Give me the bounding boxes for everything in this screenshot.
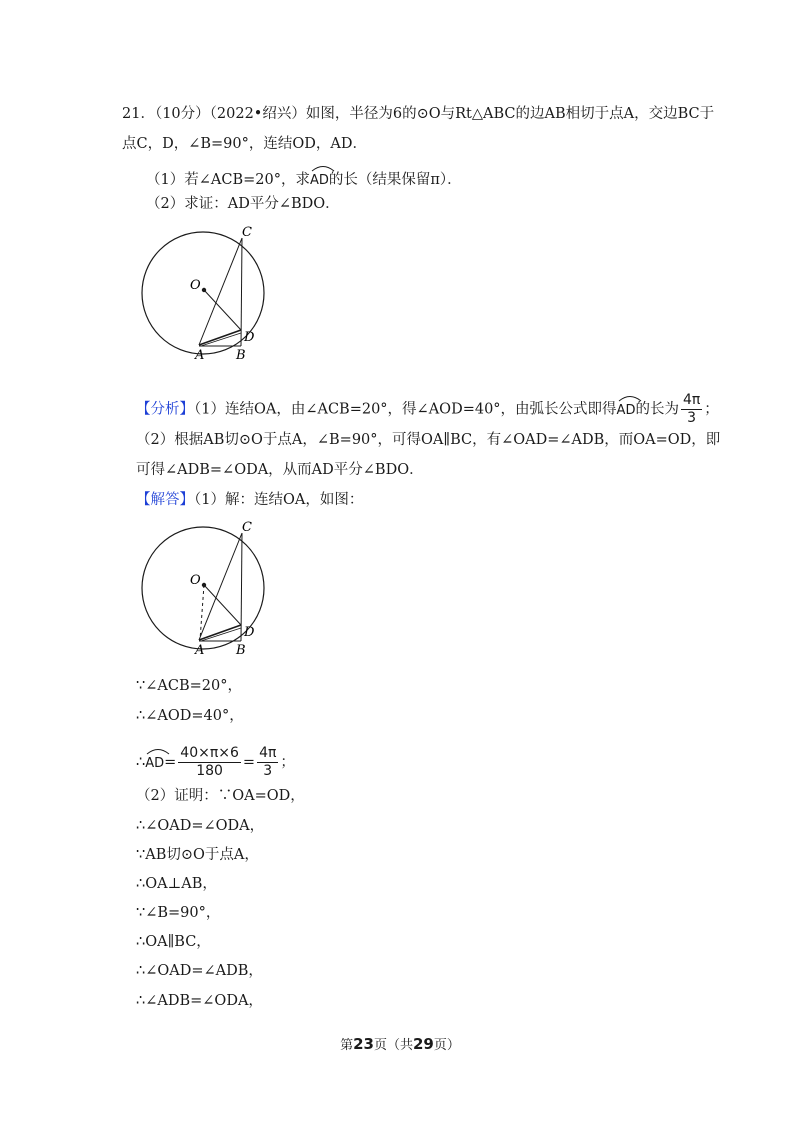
step-3-end: ；	[280, 754, 295, 771]
arc-mark-icon	[617, 392, 643, 402]
proof-line-5: ∵∠B=90°，	[136, 905, 221, 921]
arc-mark-icon	[145, 745, 171, 755]
equals-sign-2: =	[242, 754, 256, 771]
footer-mid: 页（共	[373, 1038, 413, 1053]
proof-line-8: ∴∠ADB=∠ODA，	[136, 993, 263, 1009]
question-part-2: （2）求证：AD平分∠BDO．	[146, 196, 340, 212]
label-a-2: A	[195, 643, 205, 658]
answer-tag: 【解答】	[136, 492, 194, 508]
question-line-1: 21．（10分）（2022•绍兴）如图，半径为6的⊙O与Rt△ABC的边AB相切于点A，交边BC于	[122, 106, 715, 122]
center-point-2	[202, 583, 206, 587]
label-c: C	[242, 225, 252, 240]
figure-2	[132, 520, 282, 660]
page-total: 29	[413, 1035, 434, 1053]
analysis-fraction: $\frac{4\pi}{3}$	[682, 392, 701, 426]
question-line-2: 点C，D，∠B=90°，连结OD，AD．	[122, 136, 367, 152]
analysis-line-1	[136, 392, 719, 427]
proof-line-3: ∵AB切⊙O于点A，	[136, 847, 259, 863]
analysis-text-end: ；	[704, 401, 719, 418]
page-number: 23	[353, 1035, 374, 1053]
label-b: B	[236, 348, 246, 363]
proof-line-1: （2）证明：∵OA=OD，	[136, 788, 305, 804]
arc-mark-icon	[310, 162, 336, 172]
analysis-text-1: （1）连结OA，由∠ACB=20°，得∠AOD=40°，由弧长公式即得	[194, 401, 617, 418]
part1-text: （1）若∠ACB=20°，求	[146, 172, 310, 188]
segment-ad-3	[199, 625, 241, 640]
proof-line-4: ∴OA⊥AB，	[136, 876, 217, 892]
label-b-2: B	[236, 643, 246, 658]
center-point	[202, 288, 206, 292]
question-part-1	[146, 164, 462, 191]
footer-post: 页）	[433, 1038, 460, 1053]
answer-step-1: ∵∠ACB=20°，	[136, 678, 242, 694]
proof-line-7: ∴∠OAD=∠ADB，	[136, 963, 263, 979]
analysis-arc-ad: AD	[617, 394, 636, 421]
label-c-2: C	[242, 520, 252, 535]
analysis-tag: 【分析】	[136, 401, 194, 418]
analysis-text-mid: 的长为	[635, 401, 679, 418]
segment-od	[204, 290, 241, 330]
page-footer	[0, 1034, 800, 1053]
equals-sign: =	[164, 754, 177, 771]
answer-intro-text: （1）解：连结OA，如图：	[194, 492, 364, 508]
segment-ad-4	[201, 628, 241, 641]
answer-intro	[136, 490, 363, 510]
label-a: A	[195, 348, 205, 363]
label-d-2: D	[244, 625, 255, 640]
arc-length-fraction: $\frac{40\times\pi\times 6}{180}$	[180, 745, 239, 779]
segment-ad	[199, 330, 241, 345]
segment-od-2	[204, 585, 241, 625]
analysis-line-3: 可得∠ADB=∠ODA，从而AD平分∠BDO．	[136, 462, 424, 478]
arc-ad: AD	[310, 164, 329, 191]
analysis-line-2: （2）根据AB切⊙O于点A，∠B=90°，可得OA∥BC，有∠OAD=∠ADB，而OA=OD，即	[136, 432, 721, 448]
footer-pre: 第	[340, 1038, 354, 1053]
figure-1	[132, 225, 282, 365]
therefore-symbol: ∴	[136, 754, 146, 771]
label-d: D	[244, 330, 255, 345]
answer-step-3	[136, 745, 295, 780]
answer-step-2: ∴∠AOD=40°，	[136, 708, 244, 724]
label-o-2: O	[190, 573, 201, 588]
result-fraction: $\frac{4\pi}{3}$	[259, 745, 277, 779]
segment-ad-2	[201, 333, 241, 346]
label-o: O	[190, 278, 201, 293]
proof-line-6: ∴OA∥BC，	[136, 934, 211, 950]
proof-line-2: ∴∠OAD=∠ODA，	[136, 818, 265, 834]
part1-text-end: 的长（结果保留π）．	[328, 172, 462, 188]
answer-arc-ad: AD	[145, 747, 164, 774]
